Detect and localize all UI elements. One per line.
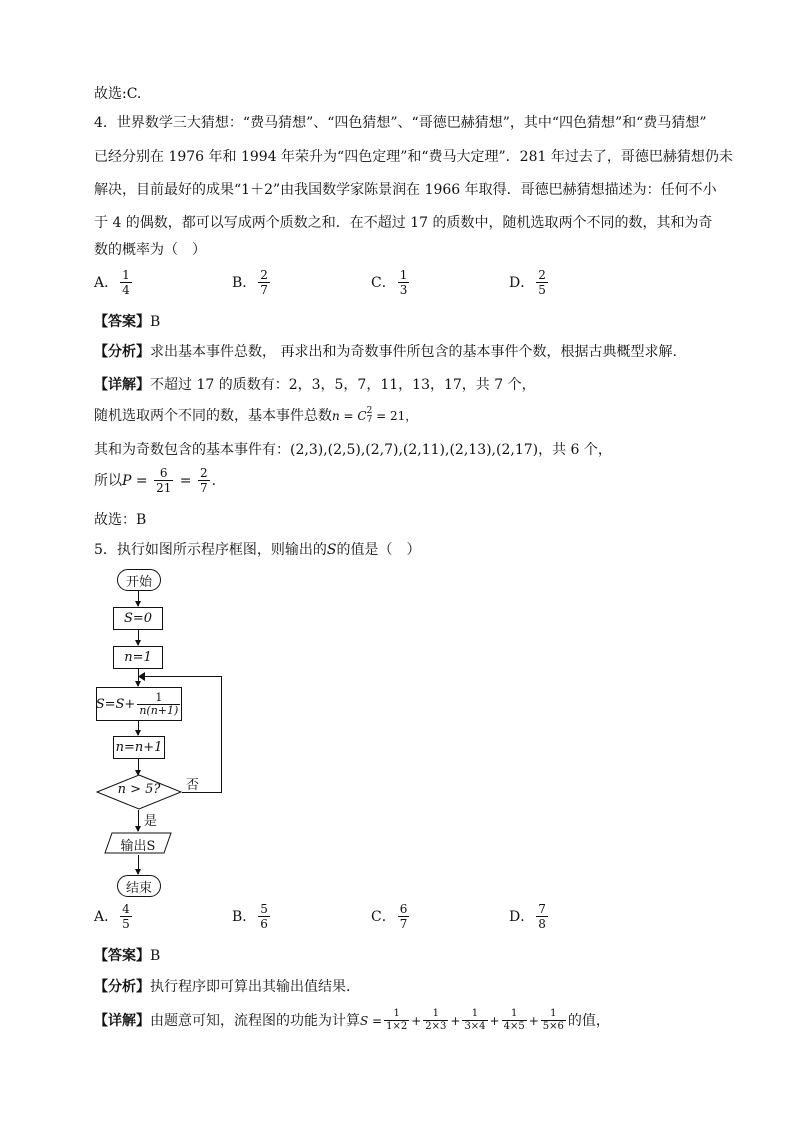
detail-tag: 【详解】	[94, 377, 150, 393]
q4-option-b: B． $\frac{2}{7}$	[232, 268, 268, 297]
q5-detail: 【详解】 由题意可知，流程图的功能为计算 S = $\frac{1}{1\times 2}$ + $\frac{1}{2\times 3}$ + $\frac{1}{3\times 4}$ + $\frac{1}{4\times 5}$ + $\frac{1}{5\times 6}$ 的值，	[94, 1008, 610, 1032]
flowchart-start: 开始	[117, 569, 161, 591]
q4-stem-line-4: 于 4 的偶数，都可以写成两个质数之和．在不超过 17 的质数中，随机选取两个不同的数，其和为奇	[94, 215, 713, 231]
q4-answer: 【答案】B	[94, 314, 161, 330]
q4-detail-4: 所以 P = $\frac{6}{21}$ = $\frac{2}{7}$ .	[94, 466, 217, 495]
q5-option-d-fraction: $\frac{7}{8}$	[538, 902, 546, 931]
q4-option-a: A． $\frac{1}{4}$	[94, 268, 130, 297]
probability-simplified-fraction: $\frac{2}{7}$	[199, 466, 208, 495]
q5-stem: 5．执行如图所示程序框图，则输出的S的值是（ ）	[94, 542, 421, 558]
flowchart-increment-n: n=n+1	[113, 736, 165, 759]
q5-option-a: A． $\frac{4}{5}$	[94, 902, 130, 931]
q5-option-d: D． $\frac{7}{8}$	[509, 902, 546, 931]
sum-term-1: $\frac{1}{1\times 2}$	[386, 1008, 408, 1032]
q4-conclusion: 故选：B	[94, 512, 147, 528]
q5-analysis: 【分析】执行程序即可算出其输出值结果.	[94, 979, 351, 995]
sum-term-2: $\frac{1}{2\times 3}$	[425, 1008, 447, 1032]
detail-tag: 【详解】	[94, 1012, 150, 1029]
q4-detail-3: 其和为奇数包含的基本事件有：(2,3),(2,5),(2,7),(2,11),(2,13),(2,17)，共 6 个，	[94, 442, 612, 458]
flowchart-update-s: S=S+ $\frac{1}{n(n+1)}$	[96, 687, 182, 721]
flow-arrow	[138, 629, 139, 645]
q5-option-b: B． $\frac{5}{6}$	[232, 902, 268, 931]
flowchart-init-s: S=0	[113, 607, 163, 630]
flow-arrow	[138, 810, 139, 831]
answer-tag: 【答案】	[94, 948, 150, 964]
q4-stem-line-2: 已经分别在 1976 年和 1994 年荣升为“四色定理”和“费马大定理”．281 年过去了，哥德巴赫猜想仍未	[94, 149, 733, 165]
q4-analysis: 【分析】求出基本事件总数， 再求出和为奇数事件所包含的基本事件个数，根据古典概型求解.	[94, 344, 677, 360]
sum-term-5: $\frac{1}{5\times 6}$	[542, 1008, 564, 1032]
q5-option-c-fraction: $\frac{6}{7}$	[399, 902, 408, 931]
flow-arrow	[138, 590, 139, 606]
q4-stem-line-1: 4．世界数学三大猜想：“费马猜想”、“四色猜想”、“哥德巴赫猜想”，其中“四色猜想”和“费马猜想”	[94, 115, 707, 131]
q4-option-a-fraction: $\frac{1}{4}$	[122, 268, 130, 297]
flow-arrow	[138, 758, 139, 775]
probability-fraction: $\frac{6}{21}$	[156, 466, 172, 495]
update-fraction: $\frac{1}{n(n+1)}$	[139, 690, 179, 717]
answer-tag: 【答案】	[94, 314, 150, 330]
flowchart-output: 输出S	[120, 839, 156, 854]
q4-option-c: C． $\frac{1}{3}$	[371, 268, 408, 297]
flowchart-condition: n > 5?	[117, 782, 161, 797]
q5-option-a-fraction: $\frac{4}{5}$	[122, 902, 130, 931]
q5-option-c: C． $\frac{6}{7}$	[371, 902, 408, 931]
flowchart-init-n: n=1	[113, 646, 163, 669]
q4-detail-1: 【详解】不超过 17 的质数有：2，3，5，7，11，13，17，共 7 个，	[94, 377, 536, 393]
flowchart-no-label: 否	[186, 778, 200, 793]
flowchart-yes-label: 是	[144, 814, 158, 829]
sum-term-3: $\frac{1}{3\times 4}$	[464, 1008, 486, 1032]
flow-arrow	[138, 720, 139, 735]
loop-arrowhead	[138, 672, 146, 681]
analysis-tag: 【分析】	[94, 979, 150, 995]
loop-line	[142, 676, 222, 677]
flowchart-end: 结束	[117, 875, 161, 897]
q4-detail-2: 随机选取两个不同的数，基本事件总数n = C 2 7 = 21，	[94, 406, 418, 425]
sum-term-4: $\frac{1}{4\times 5}$	[503, 1008, 525, 1032]
loop-line	[221, 676, 222, 793]
q4-option-c-fraction: $\frac{1}{3}$	[399, 268, 408, 297]
q4-option-d-fraction: $\frac{2}{5}$	[538, 268, 546, 297]
analysis-tag: 【分析】	[94, 344, 150, 360]
prev-answer: 故选:C.	[94, 86, 142, 102]
q5-answer: 【答案】B	[94, 948, 161, 964]
q4-stem-line-3: 解决，目前最好的成果“1＋2”由我国数学家陈景润在 1966 年取得．哥德巴赫猜想描述为：任何不小	[94, 182, 717, 198]
flow-arrow	[138, 855, 139, 874]
q5-option-b-fraction: $\frac{5}{6}$	[260, 902, 268, 931]
q4-option-b-fraction: $\frac{2}{7}$	[260, 268, 268, 297]
q4-stem-line-5: 数的概率为（ ）	[94, 242, 206, 258]
combination-scripts: 2 7	[366, 406, 373, 425]
q4-option-d: D． $\frac{2}{5}$	[509, 268, 546, 297]
